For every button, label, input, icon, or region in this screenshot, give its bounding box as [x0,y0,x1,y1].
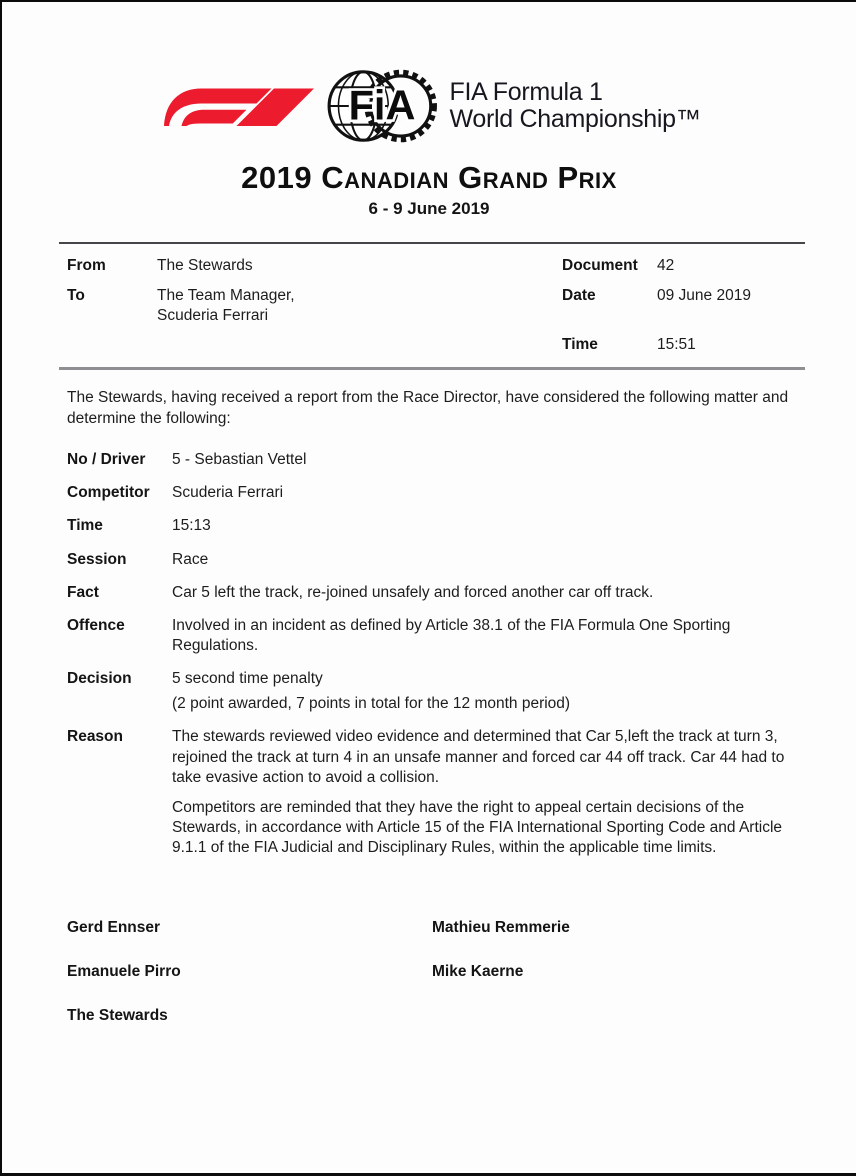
field-label: Decision [67,670,132,688]
decision-line2: (2 point awarded, 7 points in total for the 12 month period) [172,695,571,713]
signature-steward-4: Mike Kaerne [432,963,524,981]
header-logo-row [8,2,856,154]
field-row-offence [67,616,798,656]
signature-steward-3: Emanuele Pirro [67,963,181,981]
reason-paragraph-2: Competitors are reminded that they have the right to appeal certain decisions of the Stewards, in accordance with Article 15 of the FIA International Sporting Code and Article 9.1.1 of the FIA Judicial and Disciplinary Rules, within the applicable time limits. [172,798,783,857]
field-row-time [67,516,798,536]
to-label: To [67,286,85,304]
field-value: Scuderia Ferrari [172,484,284,502]
fia-logo-icon [326,58,438,154]
time-sent-value: 15:51 [657,336,696,354]
signature-steward-1: Gerd Ennser [67,919,161,937]
decision-fields [2,430,856,858]
to-value [157,286,562,326]
field-row-driver [67,450,798,470]
wordmark-line1: FIA Formula 1 [449,78,603,106]
signature-steward-2: Mathieu Remmerie [432,919,570,937]
field-value: 15:13 [172,517,211,535]
event-dates: 6 - 9 June 2019 [368,199,490,218]
document-meta-block [2,244,856,355]
fia-f1-wordmark [450,79,701,133]
field-value: Involved in an incident as defined by Article 38.1 of the FIA Formula One Sporting Regulations. [172,616,731,654]
from-label: From [67,257,106,274]
document-label: Document [562,257,638,274]
field-label: Fact [67,583,99,601]
field-label: Session [67,550,127,568]
svg-text:FiA: FiA [348,81,415,129]
wordmark-line2: World Championship™ [449,105,701,133]
document-value: 42 [657,257,675,274]
f1-logo-icon [164,75,314,137]
field-row-reason [67,727,798,858]
field-value [172,669,798,714]
signature-closing: The Stewards [67,1007,168,1025]
to-value-line1: The Team Manager, [157,286,295,304]
field-row-session [67,550,798,570]
field-value: Race [172,550,209,568]
time-sent-label: Time [562,336,598,354]
date-value: 09 June 2019 [657,286,751,304]
date-label: Date [562,286,596,304]
event-title: 2019 Canadian Grand Prix [241,160,617,195]
field-row-decision [67,669,798,714]
from-value: The Stewards [157,257,253,274]
field-label: No / Driver [67,451,146,469]
field-row-fact [67,583,798,603]
field-value [172,727,798,858]
field-value: Car 5 left the track, re-joined unsafely and forced another car off track. [172,583,654,601]
field-label: Offence [67,616,125,634]
field-label: Time [67,517,103,535]
field-row-competitor [67,483,798,503]
field-label: Competitor [67,484,150,502]
field-label: Reason [67,728,123,746]
reason-paragraph-1: The stewards reviewed video evidence and determined that Car 5,left the track at turn 3, rejoined the track at turn 4 in an unsafe manner and forced car 44 off track. Car 44 had to take evasive action to avoid a collision. [172,728,785,786]
decision-line1: 5 second time penalty [172,670,323,688]
to-value-line2: Scuderia Ferrari [157,306,269,324]
intro-paragraph: The Stewards, having received a report from the Race Director, have considered the following matter and determine the following: [67,389,789,428]
field-value: 5 - Sebastian Vettel [172,451,307,469]
signatures-block [2,871,856,1025]
